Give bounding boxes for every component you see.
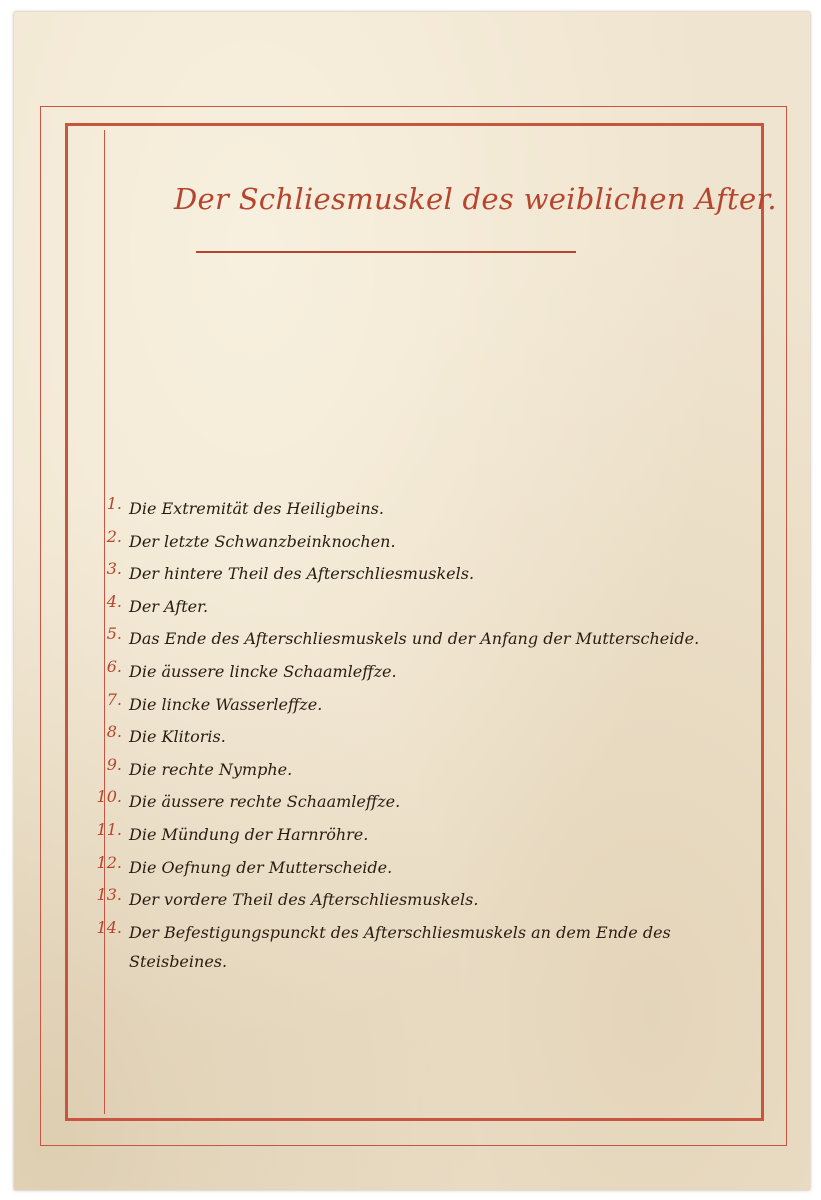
title-underline bbox=[196, 251, 576, 253]
page-title: Der Schliesmuskel des weiblichen After. bbox=[174, 182, 777, 216]
legend-text: Der After. bbox=[129, 596, 209, 616]
legend-text: Die lincke Wasserleffze. bbox=[129, 694, 323, 714]
legend-text: Der letzte Schwanzbeinknochen. bbox=[129, 531, 396, 551]
legend-item bbox=[82, 787, 742, 820]
legend-number: 13. bbox=[96, 885, 122, 905]
legend-text: Der hintere Theil des Afterschliesmuskels. bbox=[129, 564, 475, 584]
legend-number: 8. bbox=[106, 722, 122, 742]
legend-list bbox=[82, 494, 742, 976]
legend-text: Die äussere lincke Schaamleffze. bbox=[129, 661, 397, 681]
legend-number: 7. bbox=[106, 689, 122, 709]
legend-number: 2. bbox=[106, 526, 122, 546]
legend-number: 10. bbox=[96, 787, 122, 807]
legend-item bbox=[82, 918, 742, 976]
legend-item bbox=[82, 820, 742, 853]
manuscript-page bbox=[14, 12, 810, 1190]
legend-item bbox=[82, 690, 742, 723]
legend-text: Die äussere rechte Schaamleffze. bbox=[129, 792, 401, 812]
legend-text: Die rechte Nymphe. bbox=[129, 759, 293, 779]
legend-text: Der Befestigungspunckt des Afterschliesmuskels an dem Ende des Steisbeines. bbox=[129, 922, 671, 971]
legend-item bbox=[82, 885, 742, 918]
legend-number: 9. bbox=[106, 754, 122, 774]
legend-item bbox=[82, 592, 742, 625]
legend-text: Die Oefnung der Mutterscheide. bbox=[129, 857, 393, 877]
legend-number: 3. bbox=[106, 559, 122, 579]
legend-number: 11. bbox=[96, 819, 122, 839]
legend-item bbox=[82, 755, 742, 788]
legend-number: 5. bbox=[106, 624, 122, 644]
legend-text: Die Extremität des Heiligbeins. bbox=[129, 499, 384, 518]
legend-number: 6. bbox=[106, 656, 122, 676]
legend-text: Die Klitoris. bbox=[129, 727, 226, 747]
legend-item bbox=[82, 624, 742, 657]
legend-item bbox=[82, 527, 742, 560]
legend-item bbox=[82, 853, 742, 886]
legend-item bbox=[82, 722, 742, 755]
legend-item bbox=[82, 559, 742, 592]
legend-number: 12. bbox=[96, 852, 122, 872]
legend-number: 4. bbox=[106, 591, 122, 611]
legend-text: Der vordere Theil des Afterschliesmuskels. bbox=[129, 890, 479, 910]
legend-text: Das Ende des Afterschliesmuskels und der Anfang der Mutterscheide. bbox=[129, 629, 700, 649]
legend-item bbox=[82, 657, 742, 690]
legend-text: Die Mündung der Harnröhre. bbox=[129, 824, 369, 844]
legend-item bbox=[82, 494, 742, 527]
legend-number: 14. bbox=[96, 917, 122, 937]
legend-number: 1. bbox=[106, 494, 122, 513]
